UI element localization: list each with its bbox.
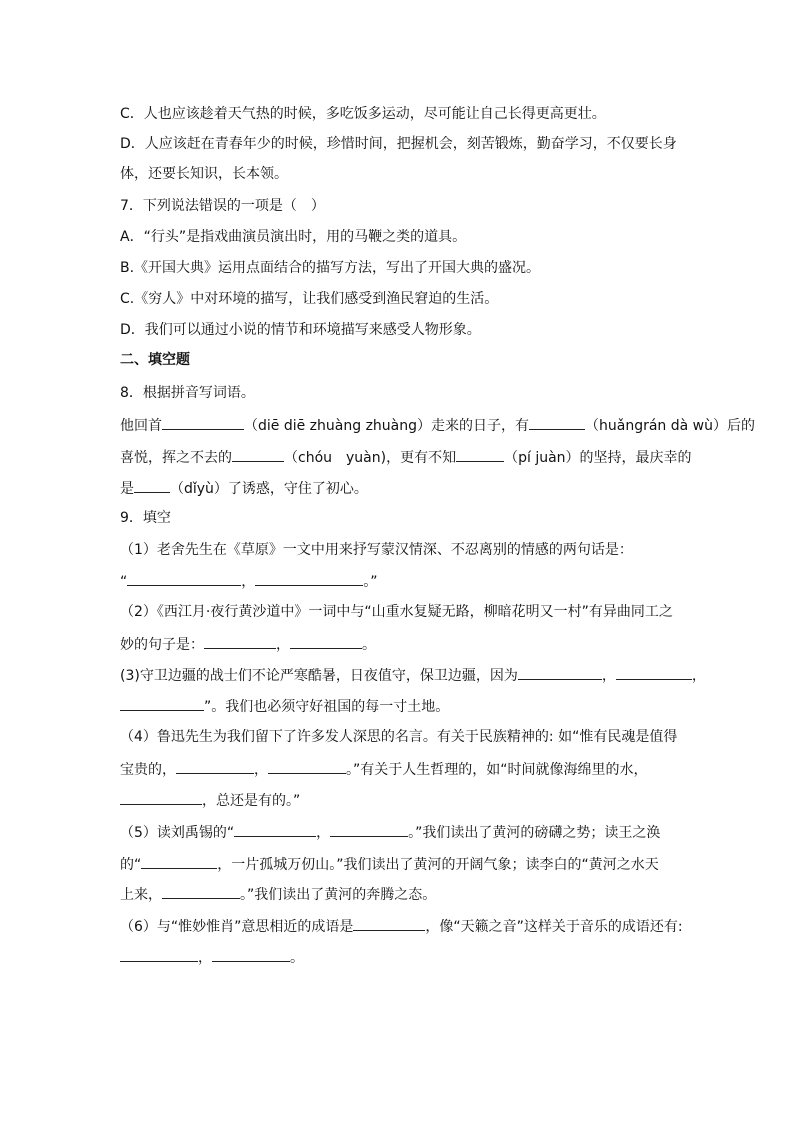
q9-text: ， bbox=[198, 950, 212, 966]
q9-part1-line2 bbox=[120, 570, 680, 592]
q9-text: ，像“天籁之音”这样关于音乐的成语还有: bbox=[425, 919, 683, 935]
option-d-q6-line2: 体，还要长知识，长本领。 bbox=[120, 166, 288, 182]
answer-blank[interactable] bbox=[204, 633, 276, 649]
q8-text: （chóu yuàn)，更有不知 bbox=[284, 450, 457, 466]
answer-blank[interactable] bbox=[290, 633, 362, 649]
option-c-q7: C.《穷人》中对环境的描写，让我们感受到渔民窘迫的生活。 bbox=[120, 291, 499, 307]
q9-part4-line2 bbox=[120, 758, 680, 780]
answer-blank[interactable] bbox=[232, 446, 284, 462]
q9-part6-line2 bbox=[120, 946, 680, 968]
section-title: 二、填空题 bbox=[120, 352, 190, 368]
option-d-q7: D．我们可以通过小说的情节和环境描写来感受人物形象。 bbox=[120, 322, 481, 338]
answer-blank[interactable] bbox=[127, 570, 241, 586]
q9-part4-line1: （4）鲁迅先生为我们留下了许多发人深思的名言。有关于民族精神的: 如“惟有民魂是值得 bbox=[120, 729, 678, 745]
answer-blank[interactable] bbox=[616, 664, 692, 680]
option-a-q7: A．“行头”是指戏曲演员演出时，用的马鞭之类的道具。 bbox=[120, 229, 467, 245]
q9-part4-line3 bbox=[120, 789, 680, 811]
answer-blank[interactable] bbox=[529, 414, 585, 430]
answer-blank[interactable] bbox=[518, 664, 602, 680]
q9-part5-line1 bbox=[120, 821, 680, 843]
answer-blank[interactable] bbox=[120, 789, 202, 805]
question-9-stem: 9．填空 bbox=[120, 510, 171, 526]
q9-part3-line1 bbox=[120, 664, 706, 686]
q9-text: 。”我们读出了黄河的奔腾之态。 bbox=[240, 887, 437, 903]
answer-blank[interactable] bbox=[162, 414, 244, 430]
q8-text: 他回首 bbox=[120, 418, 162, 434]
q9-text: ，总还是有的。” bbox=[202, 793, 301, 809]
q8-text: （dǐyù）了诱惑，守住了初心。 bbox=[170, 481, 368, 497]
q8-text: （huǎngrán dà wù）后的 bbox=[585, 418, 755, 434]
q9-part2-line1: （2）《西江月·夜行黄沙道中》一词中与“山重水复疑无路，柳暗花明又一村”有异曲同工之 bbox=[120, 604, 673, 620]
question-8-line1 bbox=[120, 414, 755, 436]
q9-text: （6）与“惟妙惟肖”意思相近的成语是 bbox=[120, 919, 354, 935]
q9-text: ”。我们也必须守好祖国的每一寸土地。 bbox=[204, 699, 450, 715]
q9-part5-line3 bbox=[120, 883, 680, 905]
q9-text: 宝贵的， bbox=[120, 762, 176, 778]
q8-text: （pí juàn）的坚持，最庆幸的 bbox=[504, 450, 692, 466]
answer-blank[interactable] bbox=[234, 821, 316, 837]
question-8-stem: 8．根据拼音写词语。 bbox=[120, 385, 255, 401]
question-7-stem: 7．下列说法错误的一项是（ ） bbox=[120, 198, 325, 214]
answer-blank[interactable] bbox=[120, 695, 204, 711]
answer-blank[interactable] bbox=[134, 477, 170, 493]
q9-part2-line2 bbox=[120, 633, 680, 655]
q9-text: “ bbox=[120, 574, 128, 590]
q8-text: （diē diē zhuàng zhuàng）走来的日子，有 bbox=[244, 418, 529, 434]
q9-part1-line1: （1）老舍先生在《草原》一文中用来抒写蒙汉情深、不忍离别的情感的两句话是： bbox=[120, 542, 633, 558]
option-d-q6-line1: D．人应该赶在青春年少的时候，珍惜时间，把握机会，刻苦锻炼，勤奋学习，不仅要长身 bbox=[120, 136, 677, 152]
q9-text: 。 bbox=[290, 950, 304, 966]
q9-part5-line2 bbox=[120, 853, 680, 875]
option-c-q6: C．人也应该趁着天气热的时候，多吃饭多运动，尽可能让自己长得更高更壮。 bbox=[120, 106, 606, 122]
q9-text: ，一片孤城万仞山。”我们读出了黄河的开阔气象；读李白的“黄河之水天 bbox=[217, 857, 659, 873]
q9-text: ， bbox=[241, 574, 256, 590]
answer-blank[interactable] bbox=[120, 946, 198, 962]
q9-text: ， bbox=[316, 825, 331, 841]
q9-part6-line1 bbox=[120, 915, 683, 937]
question-8-line2 bbox=[120, 446, 692, 468]
q9-text: （5）读刘禹锡的“ bbox=[120, 825, 235, 841]
answer-blank[interactable] bbox=[176, 758, 254, 774]
q9-text: 。”有关于人生哲理的，如“时间就像海绵里的水， bbox=[346, 762, 648, 778]
q8-text: 是 bbox=[120, 481, 134, 497]
answer-blank[interactable] bbox=[456, 446, 504, 462]
q9-text: 妙的句子是： bbox=[120, 637, 204, 653]
q9-text: ， bbox=[254, 762, 268, 778]
answer-blank[interactable] bbox=[212, 946, 290, 962]
question-8-line3 bbox=[120, 477, 680, 499]
answer-blank[interactable] bbox=[268, 758, 346, 774]
option-b-q7: B.《开国大典》运用点面结合的描写方法，写出了开国大典的盛况。 bbox=[120, 260, 541, 276]
q9-text: 。” bbox=[363, 574, 378, 590]
q9-text: ， bbox=[276, 637, 290, 653]
answer-blank[interactable] bbox=[141, 853, 217, 869]
answer-blank[interactable] bbox=[353, 915, 425, 931]
q9-text: 的“ bbox=[120, 857, 142, 873]
answer-blank[interactable] bbox=[255, 570, 363, 586]
q9-text: ， bbox=[601, 668, 616, 684]
q9-text: 。”我们读出了黄河的磅礴之势；读王之涣 bbox=[408, 825, 661, 841]
q9-text: ， bbox=[691, 668, 706, 684]
q9-part3-line2 bbox=[120, 695, 680, 717]
answer-blank[interactable] bbox=[330, 821, 408, 837]
q9-text: (3)守卫边疆的战士们不论严寒酷暑，日夜值守，保卫边疆，因为 bbox=[120, 668, 518, 684]
q9-text: 。 bbox=[362, 637, 376, 653]
q9-text: 上来， bbox=[120, 887, 162, 903]
answer-blank[interactable] bbox=[162, 883, 240, 899]
q8-text: 喜悦，挥之不去的 bbox=[120, 450, 232, 466]
